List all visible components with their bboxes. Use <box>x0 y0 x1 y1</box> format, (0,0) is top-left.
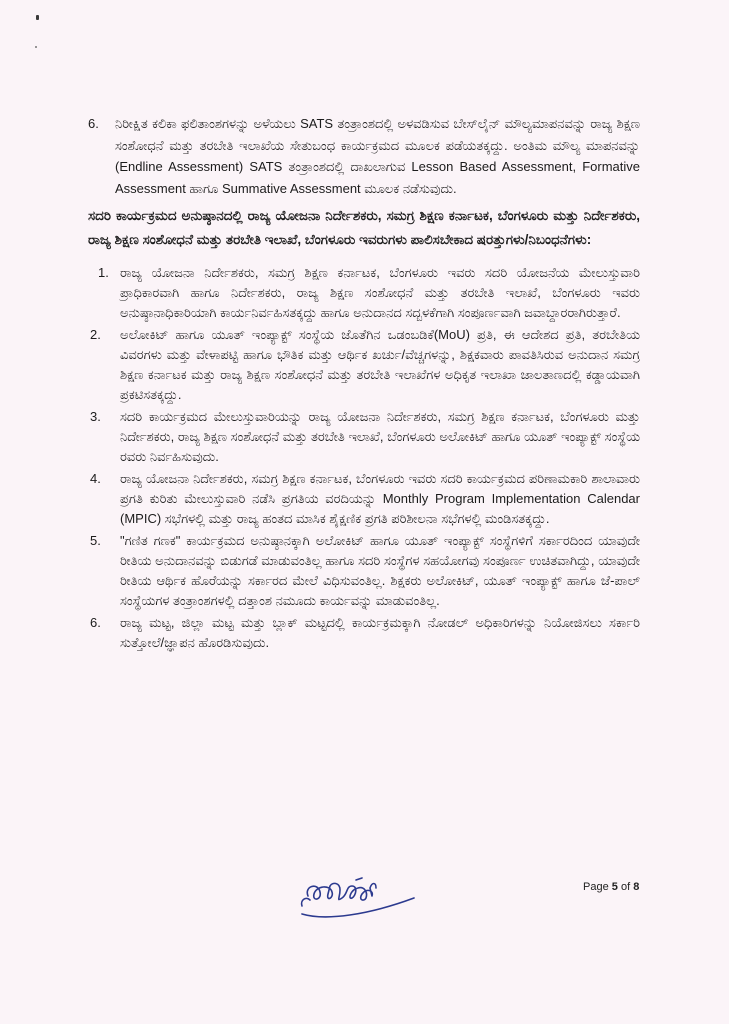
page-current: 5 <box>611 881 618 893</box>
condition-item-3 <box>88 407 640 467</box>
condition-text: ರಾಜ್ಯ ಯೋಜನಾ ನಿರ್ದೇಶಕರು, ಸಮಗ್ರ ಶಿಕ್ಷಣ ಕರ್ನಾಟಕ, ಬೆಂಗಳೂರು ಇವರು ಸದರಿ ಕಾರ್ಯಕ್ರಮದ ಪರಿಣಾಮಕಾರಿ ಶಾಲಾವಾರು ಪ್ರಗತಿ ಕುರಿತು ಮೇಲುಸ್ತುವಾರಿ ನಡೆಸಿ ಪ್ರಗತಿಯ ವರದಿಯನ್ನು Monthly Program Implementation Calendar (MPIC) ಸಭೆಗಳಲ್ಲಿ ಮತ್ತು ರಾಜ್ಯ ಹಂತದ ಮಾಸಿಕ ಶೈಕ್ಷಣಿಕ ಪ್ರಗತಿ ಪರಿಶೀಲನಾ ಸಭೆಗಳಲ್ಲಿ ಮಂಡಿಸತಕ್ಕದ್ದು. <box>120 471 640 526</box>
condition-text: ಅಲೋಕಿಟ್ ಹಾಗೂ ಯೂತ್ ಇಂಪ್ಯಾಕ್ಟ್ ಸಂಸ್ಥೆಯ ಜೊತೆಗಿನ ಒಡಂಬಡಿಕೆ(MoU) ಪ್ರತಿ, ಈ ಆದೇಶದ ಪ್ರತಿ, ತರಬೇತಿಯ ವಿವರಗಳು ಮತ್ತು ವೇಳಾಪಟ್ಟಿ ಹಾಗೂ ಭೌತಿಕ ಮತ್ತು ಆರ್ಥಿಕ ಖರ್ಚು/ವೆಚ್ಚಗಳನ್ನು, ಶಿಕ್ಷಕವಾರು ಪಾವತಿಸಿರುವ ಅನುದಾನ ಸಮಗ್ರ ಶಿಕ್ಷಣ ಕರ್ನಾಟಕ ಮತ್ತು ರಾಜ್ಯ ಶಿಕ್ಷಣ ಸಂಶೋಧನೆ ಮತ್ತು ತರಬೇತಿ ಇಲಾಖೆಗಳ ಅಧಿಕೃತ ಇಲಾಖಾ ಜಾಲತಾಣದಲ್ಲಿ ಕಡ್ಡಾಯವಾಗಿ ಪ್ರಕಟಿಸತಕ್ಕದ್ದು. <box>120 327 640 402</box>
condition-item-4 <box>88 469 640 529</box>
conditions-list <box>88 263 640 653</box>
page-total: 8 <box>633 881 640 893</box>
scan-speck <box>35 46 37 48</box>
condition-item-2 <box>88 325 640 405</box>
intro-item <box>88 113 640 199</box>
scan-speck <box>36 15 39 20</box>
page-label: Page <box>583 881 609 893</box>
condition-number: 3. <box>90 409 101 424</box>
document-body <box>88 113 640 655</box>
intro-item-text: ನಿರೀಕ್ಷಿತ ಕಲಿಕಾ ಫಲಿತಾಂಶಗಳನ್ನು ಅಳೆಯಲು SATS ತಂತ್ರಾಂಶದಲ್ಲಿ ಅಳವಡಿಸುವ ಬೇಸ್‌ಲೈನ್ ಮೌಲ್ಯಮಾಪನವನ್ನು ರಾಜ್ಯ ಶಿಕ್ಷಣ ಸಂಶೋಧನೆ ಮತ್ತು ತರಬೇತಿ ಇಲಾಖೆಯ ಸೇತುಬಂಧ ಕಾರ್ಯಕ್ರಮದ ಮೂಲಕ ಪಡೆಯತಕ್ಕದ್ದು. ಅಂತಿಮ ಮೌಲ್ಯ ಮಾಪನವನ್ನು (Endline Assessment) SATS ತಂತ್ರಾಂಶದಲ್ಲಿ ದಾಖಲಾಗುವ Lesson Based Assessment, Formative Assessment ಹಾಗೂ Summative Assessment ಮೂಲಕ ನಡೆಸುವುದು. <box>115 116 640 196</box>
page-number <box>583 881 639 893</box>
condition-number: 6. <box>90 615 101 630</box>
condition-item-1 <box>88 263 640 323</box>
signature <box>296 868 418 928</box>
page-of-label: of <box>620 881 631 893</box>
condition-number: 5. <box>90 533 101 548</box>
condition-text: ರಾಜ್ಯ ಯೋಜನಾ ನಿರ್ದೇಶಕರು, ಸಮಗ್ರ ಶಿಕ್ಷಣ ಕರ್ನಾಟಕ, ಬೆಂಗಳೂರು ಇವರು ಸದರಿ ಯೋಜನೆಯ ಮೇಲುಸ್ತುವಾರಿ ಪ್ರಾಧಿಕಾರವಾಗಿ ಹಾಗೂ ನಿರ್ದೇಶಕರು, ರಾಜ್ಯ ಶಿಕ್ಷಣ ಸಂಶೋಧನೆ ಮತ್ತು ತರಬೇತಿ ಇಲಾಖೆ, ಬೆಂಗಳೂರು ಇವರು ಅನುಷ್ಠಾನಾಧಿಕಾರಿಯಾಗಿ ಕಾರ್ಯನಿರ್ವಹಿಸತಕ್ಕದ್ದು ಹಾಗೂ ಅನುದಾನದ ಸದ್ಬಳಕೆಗಾಗಿ ಸಂಪೂರ್ಣವಾಗಿ ಜವಾಬ್ದಾರರಾಗಿರುತ್ತಾರೆ. <box>120 265 640 320</box>
condition-number: 4. <box>90 471 101 486</box>
condition-item-6 <box>88 613 640 653</box>
conditions-heading: ಸದರಿ ಕಾರ್ಯಕ್ರಮದ ಅನುಷ್ಠಾನದಲ್ಲಿ ರಾಜ್ಯ ಯೋಜನಾ ನಿರ್ದೇಶಕರು, ಸಮಗ್ರ ಶಿಕ್ಷಣ ಕರ್ನಾಟಕ, ಬೆಂಗಳೂರು ಮತ್ತು ನಿರ್ದೇಶಕರು, ರಾಜ್ಯ ಶಿಕ್ಷಣ ಸಂಶೋಧನೆ ಮತ್ತು ತರಬೇತಿ ಇಲಾಖೆ, ಬೆಂಗಳೂರು ಇವರುಗಳು ಪಾಲಿಸಬೇಕಾದ ಷರತ್ತುಗಳು/ನಿಬಂಧನೆಗಳು: <box>88 208 640 247</box>
condition-text: "ಗಣಿತ ಗಣಕ" ಕಾರ್ಯಕ್ರಮದ ಅನುಷ್ಠಾನಕ್ಕಾಗಿ ಅಲೋಕಿಟ್ ಹಾಗೂ ಯೂತ್ ಇಂಪ್ಯಾಕ್ಟ್ ಸಂಸ್ಥೆಗಳಿಗೆ ಸರ್ಕಾರದಿಂದ ಯಾವುದೇ ರೀತಿಯ ಅನುದಾನವನ್ನು ಬಿಡುಗಡೆ ಮಾಡುವಂತಿಲ್ಲ ಹಾಗೂ ಸದರಿ ಸಂಸ್ಥೆಗಳ ಸಹಯೋಗವು ಸಂಪೂರ್ಣ ಉಚಿತವಾಗಿದ್ದು, ಯಾವುದೇ ರೀತಿಯ ಆರ್ಥಿಕ ಹೊರೆಯನ್ನು ಸರ್ಕಾರದ ಮೇಲೆ ವಿಧಿಸುವಂತಿಲ್ಲ. ಶಿಕ್ಷಕರು ಅಲೋಕಿಟ್, ಯೂತ್ ಇಂಪ್ಯಾಕ್ಟ್ ಹಾಗೂ ಜೆ-ಪಾಲ್ ಸಂಸ್ಥೆಯಗಳ ತಂತ್ರಾಂಶಗಳಲ್ಲಿ ದತ್ತಾಂಶ ನಮೂದು ಕಾರ್ಯವನ್ನು ಮಾಡುವಂತಿಲ್ಲ. <box>120 533 640 608</box>
condition-number: 1. <box>98 265 109 280</box>
condition-item-5 <box>88 531 640 611</box>
condition-text: ರಾಜ್ಯ ಮಟ್ಟ, ಜಿಲ್ಲಾ ಮಟ್ಟ ಮತ್ತು ಬ್ಲಾಕ್ ಮಟ್ಟದಲ್ಲಿ ಕಾರ್ಯಕ್ರಮಕ್ಕಾಗಿ ನೋಡಲ್ ಅಧಿಕಾರಿಗಳನ್ನು ನಿಯೋಜಿಸಲು ಸರ್ಕಾರಿ ಸುತ್ತೋಲೆ/ಜ್ಞಾಪನ ಹೊರಡಿಸುವುದು. <box>120 615 640 650</box>
condition-text: ಸದರಿ ಕಾರ್ಯಕ್ರಮದ ಮೇಲುಸ್ತುವಾರಿಯನ್ನು ರಾಜ್ಯ ಯೋಜನಾ ನಿರ್ದೇಶಕರು, ಸಮಗ್ರ ಶಿಕ್ಷಣ ಕರ್ನಾಟಕ, ಬೆಂಗಳೂರು ಮತ್ತು ನಿರ್ದೇಶಕರು, ರಾಜ್ಯ ಶಿಕ್ಷಣ ಸಂಶೋಧನೆ ಮತ್ತು ತರಬೇತಿ ಇಲಾಖೆ, ಬೆಂಗಳೂರು ಅಲೋಕಿಟ್ ಹಾಗೂ ಯೂತ್ ಇಂಪ್ಯಾಕ್ಟ್ ಸಂಸ್ಥೆಯ ರವರು ನಿರ್ವಹಿಸುವುದು. <box>120 409 640 464</box>
condition-number: 2. <box>90 327 101 342</box>
intro-item-number: 6. <box>88 116 99 131</box>
